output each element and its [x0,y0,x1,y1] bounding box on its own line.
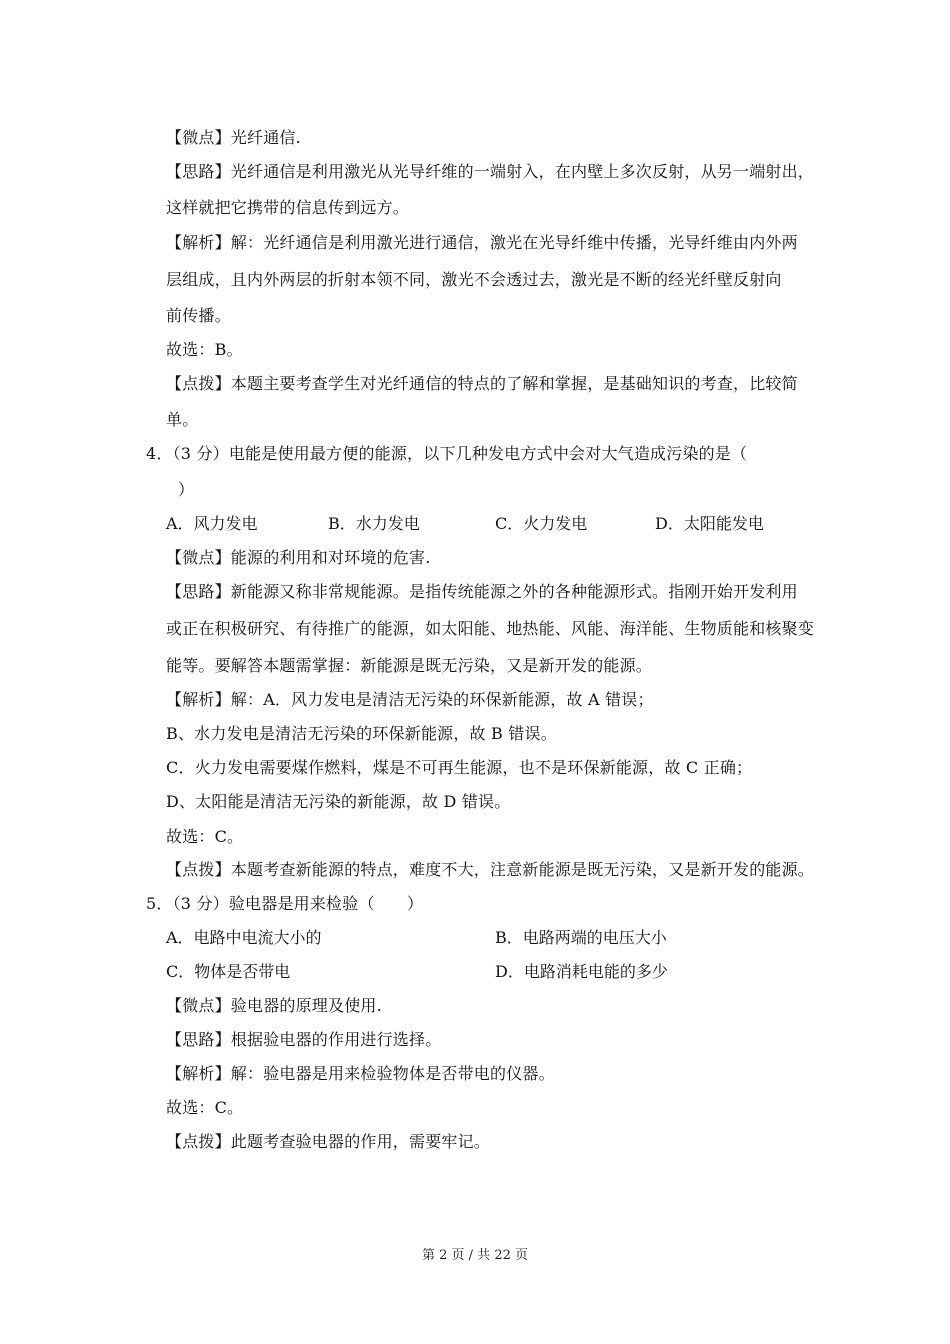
q5-option-a: A．电路中电流大小的 [166,928,322,947]
q5-option-d: D．电路消耗电能的多少 [495,962,668,981]
q4-stem-line-1: 4．（3 分）电能是使用最方便的能源，以下几种发电方式中会对大气造成污染的是（ [146,444,748,463]
q4-silu-line-1: 【思路】新能源又称非常规能源。是指传统能源之外的各种能源形式。指刚开始开发利用 [166,582,798,601]
q4-option-c: C．火力发电 [495,514,588,533]
q5-stem: 5．（3 分）验电器是用来检验（ ） [146,894,424,913]
q3-jiexi-line-1: 【解析】解：光纤通信是利用激光进行通信，激光在光导纤维中传播，光导纤维由内外两 [166,233,798,252]
q3-jiexi-line-2: 层组成，且内外两层的折射本领不同，激光不会透过去，激光是不断的经光纤壁反射向 [166,270,782,289]
q3-dianbo-line-1: 【点拨】本题主要考查学生对光纤通信的特点的了解和掌握，是基础知识的考查，比较简 [166,374,798,393]
q5-jiexi: 【解析】解：验电器是用来检验物体是否带电的仪器。 [166,1064,555,1083]
q4-weidian: 【微点】能源的利用和对环境的危害. [166,548,431,567]
q4-option-a: A．风力发电 [166,514,258,533]
q4-option-d: D．太阳能发电 [655,514,764,533]
q3-silu-line-2: 这样就把它携带的信息传到远方。 [166,198,410,217]
q5-dianbo: 【点拨】此题考查验电器的作用，需要牢记。 [166,1132,491,1151]
q5-option-c: C．物体是否带电 [166,962,291,981]
q4-silu-line-3: 能等。要解答本题需掌握：新能源是既无污染，又是新开发的能源。 [166,656,653,675]
q5-option-b: B．电路两端的电压大小 [495,928,667,947]
q4-option-b: B．水力发电 [328,514,420,533]
q4-stem-line-2: ） [178,480,195,499]
q4-answer: 故选：C。 [166,827,244,846]
q3-silu-line-1: 【思路】光纤通信是利用激光从光导纤维的一端射入，在内壁上多次反射，从另一端射出， [166,162,815,181]
q4-silu-line-2: 或正在积极研究、有待推广的能源，如太阳能、地热能、风能、海洋能、生物质能和核聚变 [166,619,815,638]
q4-dianbo: 【点拨】本题考查新能源的特点，难度不大，注意新能源是既无污染，又是新开发的能源。 [166,860,815,879]
q5-weidian: 【微点】验电器的原理及使用. [166,996,382,1015]
page-number-footer: 第 2 页 / 共 22 页 [422,1248,528,1263]
q3-jiexi-line-3: 前传播。 [166,306,231,325]
q3-dianbo-line-2: 单。 [166,410,199,429]
q5-silu: 【思路】根据验电器的作用进行选择。 [166,1030,442,1049]
q3-answer: 故选：B。 [166,340,243,359]
q4-jiexi-line-1: 【解析】解：A．风力发电是清洁无污染的环保新能源，故 A 错误； [166,690,654,709]
q5-answer: 故选：C。 [166,1098,244,1117]
q4-jiexi-line-4: D、太阳能是清洁无污染的新能源，故 D 错误。 [166,792,511,811]
q4-jiexi-line-3: C．火力发电需要煤作燃料，煤是不可再生能源，也不是环保新能源，故 C 正确； [166,758,753,777]
q3-weidian: 【微点】光纤通信. [166,128,301,147]
q4-jiexi-line-2: B、水力发电是清洁无污染的环保新能源，故 B 错误。 [166,724,557,743]
